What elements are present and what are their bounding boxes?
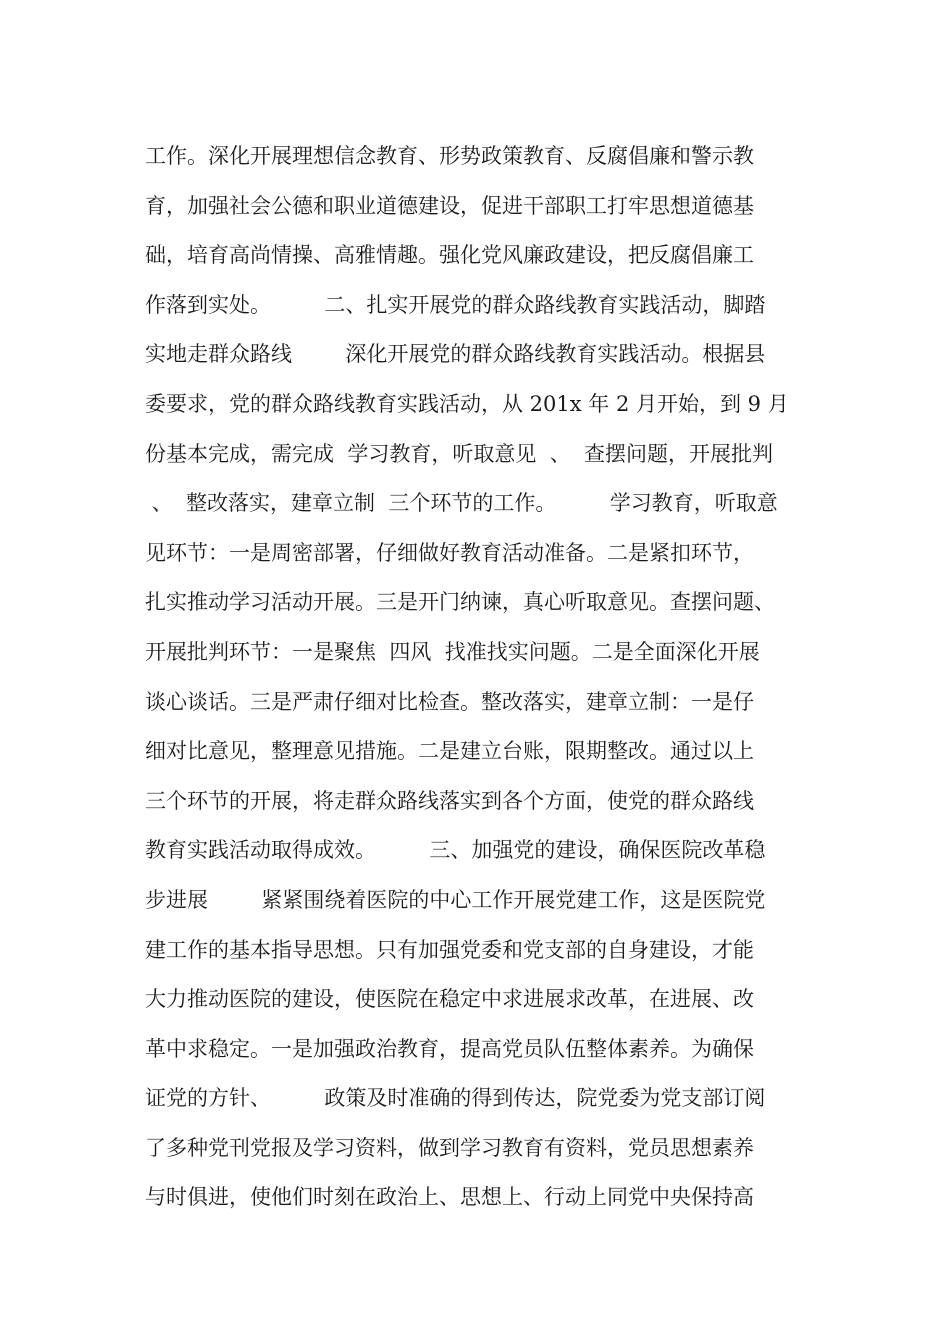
text-line: 大力推动医院的建设，使医院在稳定中求进展求改革，在进展、改 — [145, 987, 754, 1012]
text-line: 扎实推动学习活动开展。三是开门纳谏，真心听取意见。查摆问题、 — [145, 590, 775, 615]
text-line: 步进展 紧紧围绕着医院的中心工作开展党建工作，这是医院党 — [145, 887, 766, 912]
text-line: 证党的方针、 政策及时准确的得到传达，院党委为党支部订阅 — [145, 1086, 766, 1111]
body-text — [145, 132, 825, 1223]
text-line: 础，培育高尚情操、高雅情趣。强化党风廉政建设，把反腐倡廉工 — [145, 243, 754, 268]
text-line: 作落到实处。 二、扎实开展党的群众路线教育实践活动，脚踏 — [145, 292, 766, 317]
text-line: 与时俱进，使他们时刻在政治上、思想上、行动上同党中央保持高 — [145, 1185, 754, 1210]
text-line: 谈心谈话。三是严肃仔细对比检查。整改落实，建章立制：一是仔 — [145, 689, 754, 714]
text-line: 细对比意见，整理意见措施。二是建立台账，限期整改。通过以上 — [145, 739, 754, 764]
text-line: 开展批判环节：一是聚焦 四风 找准找实问题。二是全面深化开展 — [145, 639, 760, 664]
text-line: 份基本完成，需完成 学习教育，听取意见 、 查摆问题，开展批判 — [145, 441, 774, 466]
text-line: 教育实践活动取得成效。 三、加强党的建设，确保医院改革稳 — [145, 838, 766, 863]
text-line: 革中求稳定。一是加强政治教育，提高党员队伍整体素养。为确保 — [145, 1036, 754, 1061]
text-line: 见环节：一是周密部署，仔细做好教育活动准备。二是紧扣环节， — [145, 540, 754, 565]
text-line: 建工作的基本指导思想。只有加强党委和党支部的自身建设，才能 — [145, 937, 754, 962]
text-line: 实地走群众路线 深化开展党的群众路线教育实践活动。根据县 — [145, 342, 766, 367]
text-line: 了多种党刊党报及学习资料，做到学习教育有资料，党员思想素养 — [145, 1135, 754, 1160]
text-line: 育，加强社会公德和职业道德建设，促进干部职工打牢思想道德基 — [145, 193, 754, 218]
text-line: 、 整改落实，建章立制 三个环节的工作。 学习教育，听取意 — [145, 491, 778, 516]
text-line: 委要求，党的群众路线教育实践活动，从 201x 年 2 月开始，到 9 月 — [145, 391, 789, 416]
text-line: 工作。深化开展理想信念教育、形势政策教育、反腐倡廉和警示教 — [145, 144, 754, 168]
text-line: 三个环节的开展，将走群众路线落实到各个方面，使党的群众路线 — [145, 788, 754, 813]
